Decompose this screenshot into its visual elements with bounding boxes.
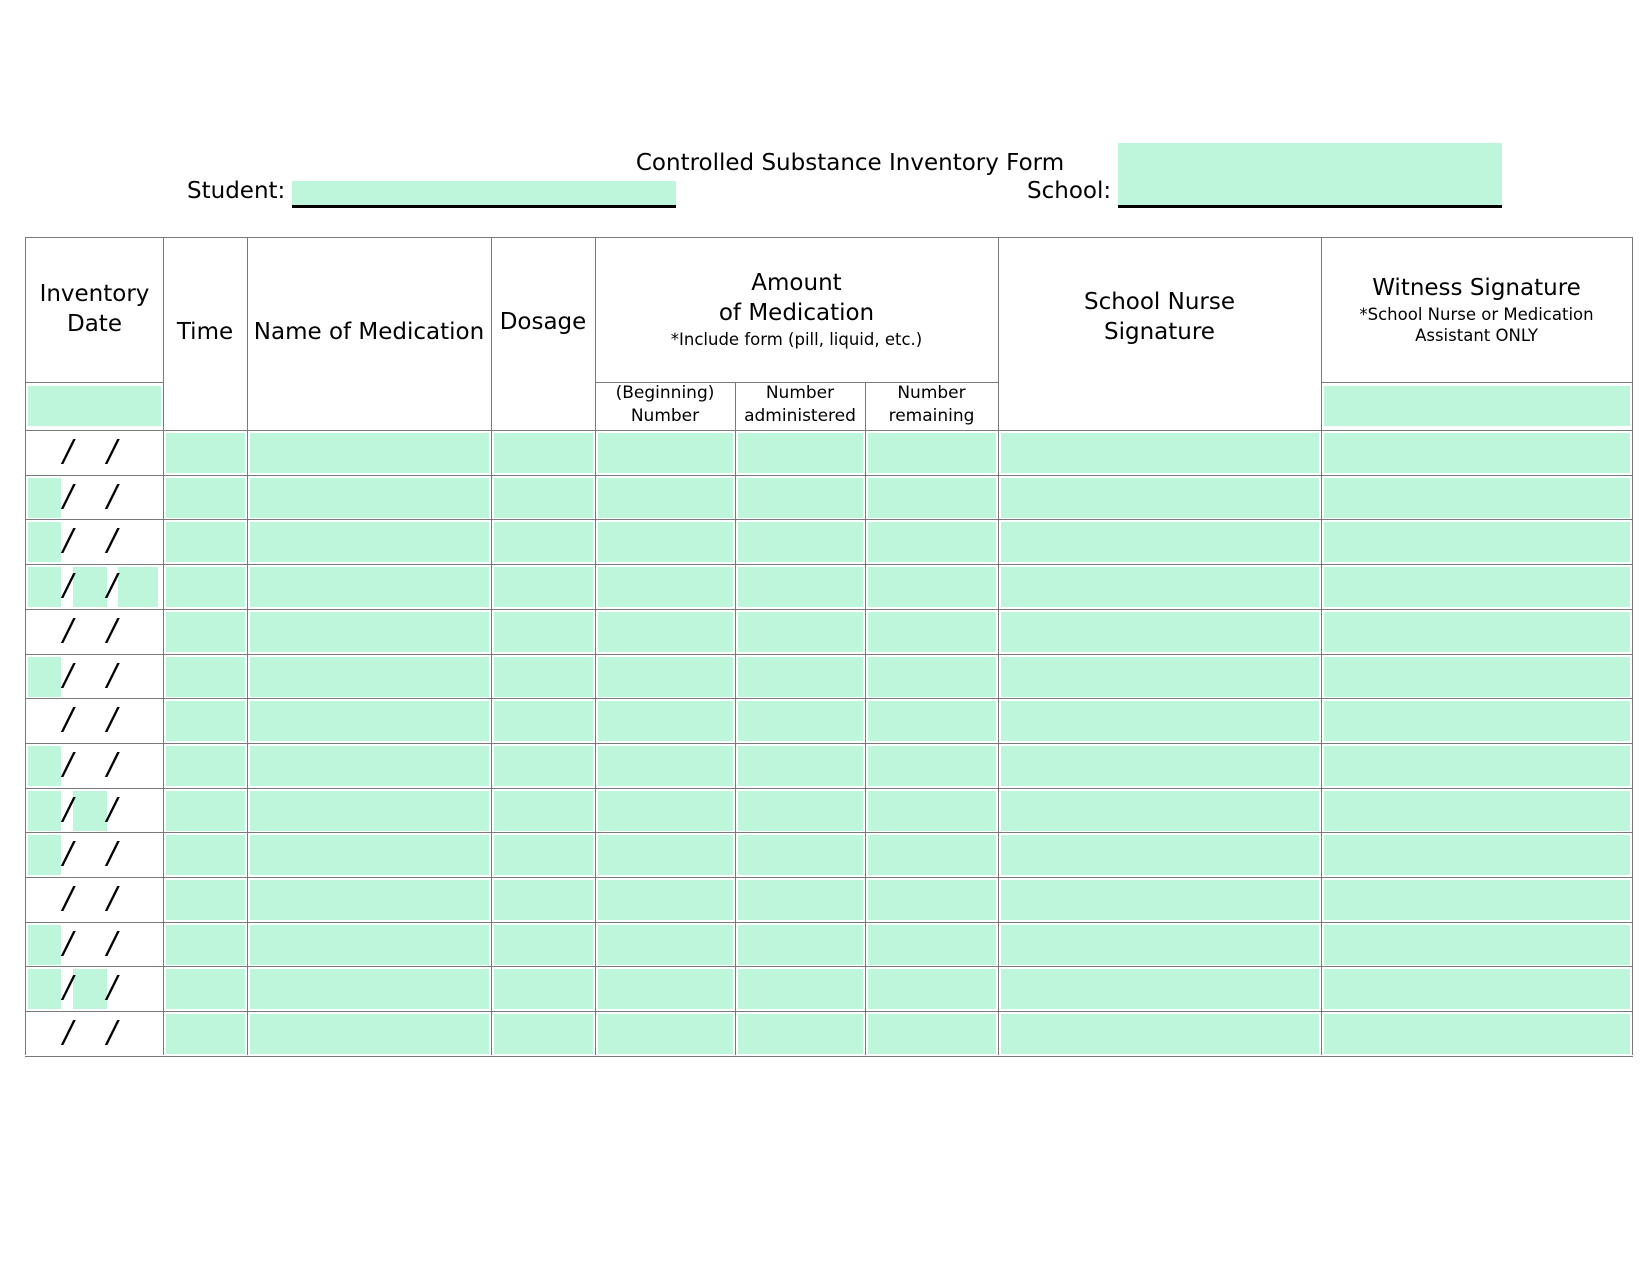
cell-dosage[interactable] [494,433,593,473]
grid-line [25,475,1633,476]
grid-line [1321,237,1322,1055]
cell-inventory-date[interactable] [28,969,61,1009]
grid-line [25,382,163,383]
cell-remaining[interactable] [868,880,996,920]
col-inventory-date: Inventory Date [39,281,150,337]
cell-medication[interactable] [250,567,489,607]
cell-dosage[interactable] [494,567,593,607]
cell-remaining[interactable] [868,433,996,473]
cell-witness-signature[interactable] [1324,522,1630,562]
date-slash: / [107,747,118,782]
cell-dosage[interactable] [494,746,593,786]
cell-nurse-signature[interactable] [1001,1014,1319,1054]
cell-nurse-signature[interactable] [1001,612,1319,652]
cell-remaining[interactable] [868,657,996,697]
cell-medication[interactable] [250,925,489,965]
cell-dosage[interactable] [494,880,593,920]
cell-administered[interactable] [738,835,863,875]
date-slash: / [107,702,118,737]
cell-witness-signature[interactable] [1324,433,1630,473]
cell-beginning[interactable] [598,925,733,965]
cell-medication[interactable] [250,433,489,473]
cell-medication[interactable] [250,612,489,652]
cell-medication[interactable] [250,701,489,741]
date-slash: / [63,881,74,916]
cell-witness-signature[interactable] [1324,746,1630,786]
grid-line [25,1056,1633,1057]
cell-administered[interactable] [738,522,863,562]
date-slash: / [107,970,118,1005]
cell-remaining[interactable] [868,612,996,652]
date-slash: / [63,613,74,648]
cell-remaining[interactable] [868,835,996,875]
cell-beginning[interactable] [598,612,733,652]
subcol-remaining: Number remaining [888,383,975,426]
cell-inventory-date[interactable] [28,746,61,786]
cell-beginning[interactable] [598,478,733,518]
cell-beginning[interactable] [598,567,733,607]
date-slash: / [107,881,118,916]
grid-line [25,237,26,1055]
student-label: Student: [187,178,286,204]
amount-note: *Include form (pill, liquid, etc.) [670,330,923,350]
cell-dosage[interactable] [494,1014,593,1054]
grid-line [25,519,1633,520]
cell-witness-signature[interactable] [1324,791,1630,831]
cell-administered[interactable] [738,567,863,607]
grid-line [491,237,492,1055]
cell-time[interactable] [166,880,245,920]
grid-line [25,654,1633,655]
date-slash: / [63,702,74,737]
date-slash: / [107,926,118,961]
cell-remaining[interactable] [868,791,996,831]
cell-time[interactable] [166,791,245,831]
cell-medication[interactable] [250,969,489,1009]
cell-administered[interactable] [738,1014,863,1054]
cell-witness-signature[interactable] [1324,567,1630,607]
cell-time[interactable] [166,657,245,697]
cell-dosage[interactable] [494,701,593,741]
subcol-beginning: (Beginning) Number [615,383,715,426]
cell-inventory-date[interactable] [73,791,107,831]
grid-line [25,564,1633,565]
cell-witness-signature[interactable] [1324,969,1630,1009]
col-nurse-signature: School Nurse Signature [1083,289,1236,345]
date-slash: / [107,479,118,514]
col-amount [595,238,998,382]
col-dosage: Dosage [499,309,587,336]
grid-line [25,1011,1633,1012]
date-slash: / [63,970,74,1005]
cell-remaining[interactable] [868,969,996,1009]
cell-administered[interactable] [738,880,863,920]
date-slash: / [107,434,118,469]
grid-line [25,922,1633,923]
cell-witness-signature[interactable] [1324,925,1630,965]
grid-line [25,966,1633,967]
cell-dosage[interactable] [494,791,593,831]
date-slash: / [63,479,74,514]
cell-administered[interactable] [738,657,863,697]
cell-witness-signature[interactable] [1324,835,1630,875]
grid-line [25,743,1633,744]
date-slash: / [63,926,74,961]
cell-beginning[interactable] [598,791,733,831]
grid-line [865,382,866,1055]
col-witness [1321,238,1632,382]
cell-administered[interactable] [738,969,863,1009]
grid-line [1632,237,1633,1055]
cell-administered[interactable] [738,433,863,473]
cell-nurse-signature[interactable] [1001,433,1319,473]
cell-medication[interactable] [250,791,489,831]
cell-inventory-date[interactable] [118,567,158,607]
cell-time[interactable] [166,522,245,562]
cell-witness-signature[interactable] [1324,478,1630,518]
grid-line [163,237,164,1055]
cell-remaining[interactable] [868,567,996,607]
cell-time[interactable] [166,835,245,875]
cell-inventory-date[interactable] [28,567,61,607]
cell-inventory-date[interactable] [28,657,61,697]
date-slash: / [107,1015,118,1050]
cell-time[interactable] [166,433,245,473]
cell-nurse-signature[interactable] [1001,701,1319,741]
date-slash: / [107,613,118,648]
cell-medication[interactable] [250,522,489,562]
cell-remaining[interactable] [868,522,996,562]
cell-nurse-signature[interactable] [1001,522,1319,562]
grid-line [25,430,1633,431]
cell-medication[interactable] [250,657,489,697]
cell-administered[interactable] [738,925,863,965]
date-slash: / [107,568,118,603]
cell-medication[interactable] [250,1014,489,1054]
cell-medication[interactable] [250,746,489,786]
cell-dosage[interactable] [494,835,593,875]
cell-dosage[interactable] [494,478,593,518]
witness-title: Witness Signature [1372,274,1581,301]
cell-time[interactable] [166,701,245,741]
cell-dosage[interactable] [494,969,593,1009]
cell-beginning[interactable] [598,880,733,920]
cell-remaining[interactable] [868,925,996,965]
date-slash: / [63,523,74,558]
date-slash: / [107,658,118,693]
cell-witness-signature[interactable] [1324,880,1630,920]
cell-remaining[interactable] [868,478,996,518]
cell-medication[interactable] [250,478,489,518]
cell-witness-signature[interactable] [1324,657,1630,697]
cell-inventory-date[interactable] [28,835,61,875]
cell-beginning[interactable] [598,433,733,473]
cell-dosage[interactable] [494,612,593,652]
cell-beginning[interactable] [598,1014,733,1054]
cell-time[interactable] [166,612,245,652]
cell-time[interactable] [166,478,245,518]
cell-beginning[interactable] [598,522,733,562]
witness-header-field[interactable] [1324,386,1630,426]
grid-line [735,382,736,1055]
cell-administered[interactable] [738,791,863,831]
cell-witness-signature[interactable] [1324,612,1630,652]
date-slash: / [63,836,74,871]
cell-beginning[interactable] [598,746,733,786]
grid-line [25,698,1633,699]
cell-nurse-signature[interactable] [1001,657,1319,697]
col-time: Time [176,319,234,346]
date-slash: / [107,523,118,558]
grid-line [25,609,1633,610]
cell-inventory-date[interactable] [73,567,107,607]
form-title: Controlled Substance Inventory Form [635,150,1065,176]
cell-inventory-date[interactable] [28,522,61,562]
amount-title: Amount of Medication [718,270,875,327]
cell-nurse-signature[interactable] [1001,746,1319,786]
cell-beginning[interactable] [598,657,733,697]
date-slash: / [63,658,74,693]
inventory-date-header-field[interactable] [28,386,161,426]
date-slash: / [63,1015,74,1050]
cell-dosage[interactable] [494,522,593,562]
date-slash: / [63,792,74,827]
cell-remaining[interactable] [868,701,996,741]
cell-nurse-signature[interactable] [1001,925,1319,965]
grid-line [998,237,999,1055]
cell-remaining[interactable] [868,1014,996,1054]
witness-note: *School Nurse or Medication Assistant ONLY [1359,304,1594,345]
grid-line [247,237,248,1055]
grid-line [25,237,1633,238]
cell-dosage[interactable] [494,925,593,965]
cell-inventory-date[interactable] [28,791,61,831]
school-label: School: [1027,178,1112,204]
cell-beginning[interactable] [598,701,733,741]
cell-time[interactable] [166,746,245,786]
cell-beginning[interactable] [598,969,733,1009]
cell-nurse-signature[interactable] [1001,969,1319,1009]
date-slash: / [63,747,74,782]
cell-medication[interactable] [250,835,489,875]
cell-nurse-signature[interactable] [1001,835,1319,875]
cell-administered[interactable] [738,746,863,786]
cell-nurse-signature[interactable] [1001,478,1319,518]
cell-administered[interactable] [738,701,863,741]
grid-line [595,237,596,1055]
date-slash: / [63,434,74,469]
date-slash: / [107,836,118,871]
date-slash: / [107,792,118,827]
cell-remaining[interactable] [868,746,996,786]
date-slash: / [63,568,74,603]
cell-witness-signature[interactable] [1324,1014,1630,1054]
cell-medication[interactable] [250,880,489,920]
cell-nurse-signature[interactable] [1001,567,1319,607]
cell-administered[interactable] [738,478,863,518]
cell-inventory-date[interactable] [73,969,107,1009]
col-medication: Name of Medication [253,319,485,346]
cell-witness-signature[interactable] [1324,701,1630,741]
grid-line [25,877,1633,878]
cell-time[interactable] [166,567,245,607]
cell-time[interactable] [166,969,245,1009]
cell-inventory-date[interactable] [28,925,61,965]
subcol-administered: Number administered [744,383,856,426]
cell-nurse-signature[interactable] [1001,880,1319,920]
grid-line [25,832,1633,833]
cell-administered[interactable] [738,612,863,652]
grid-line [25,788,1633,789]
cell-inventory-date[interactable] [28,478,61,518]
grid-line [1321,382,1633,383]
cell-time[interactable] [166,925,245,965]
cell-nurse-signature[interactable] [1001,791,1319,831]
grid-line [595,382,998,383]
cell-time[interactable] [166,1014,245,1054]
cell-dosage[interactable] [494,657,593,697]
cell-beginning[interactable] [598,835,733,875]
